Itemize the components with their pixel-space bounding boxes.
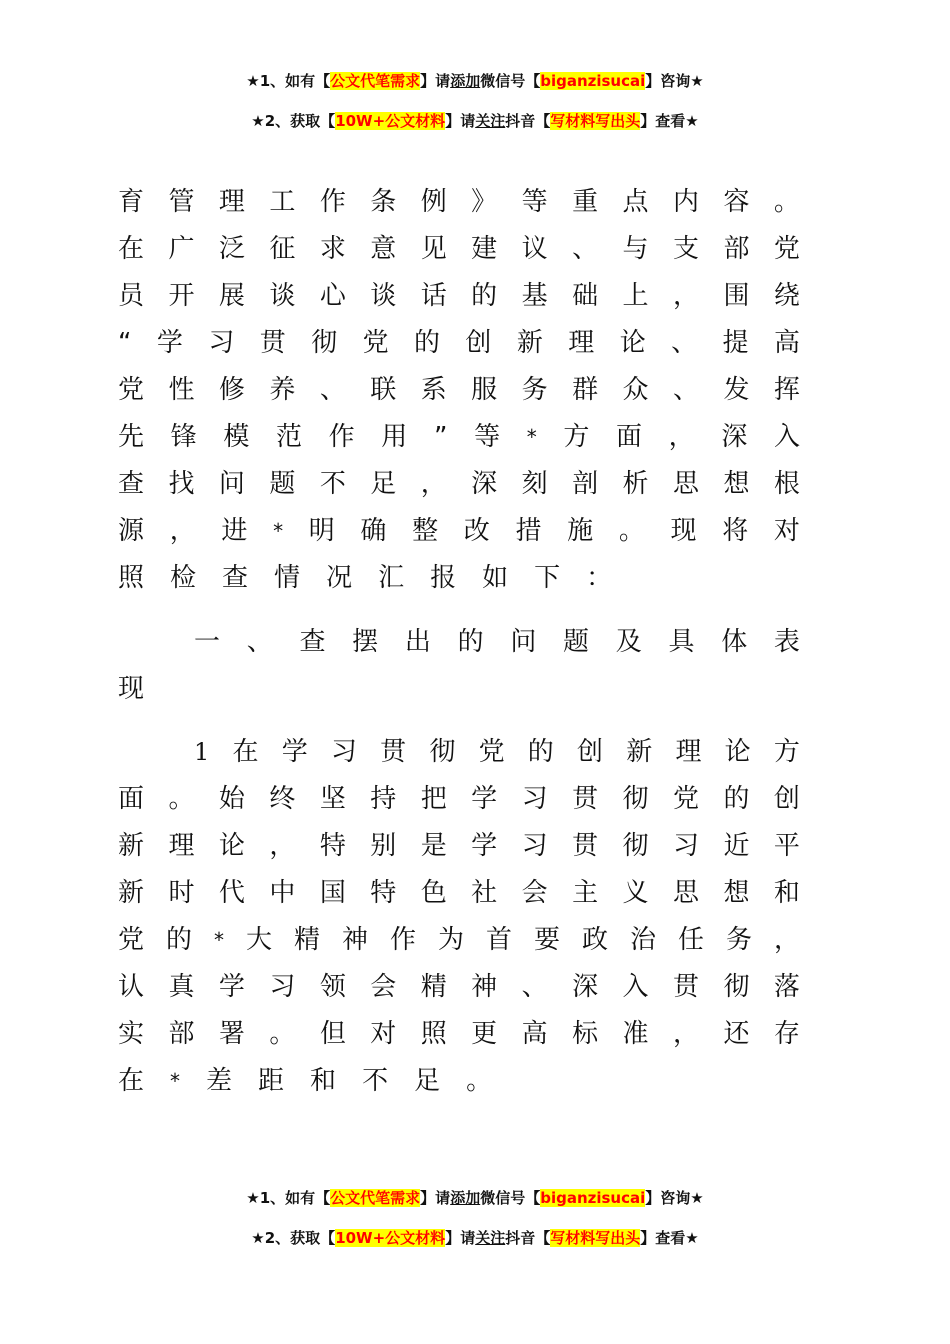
ad-text: 】咨询★ bbox=[645, 72, 704, 90]
ad-text: 】请 bbox=[445, 1229, 476, 1247]
body-line: 一 、 查 摆 出 的 问 题 及 具 体 表 bbox=[194, 627, 800, 657]
footer-ad-line-2 bbox=[0, 1227, 950, 1249]
ad-text: 抖音【 bbox=[505, 112, 551, 130]
ad-text: 】请 bbox=[420, 72, 451, 90]
body-line: 现 bbox=[118, 674, 145, 704]
ad-text: 】查看★ bbox=[640, 112, 699, 130]
body-line: 源 ， 进 * 明 确 整 改 措 施 。 现 将 对 bbox=[118, 516, 800, 546]
body-line: 在 广 泛 征 求 意 见 建 议 、 与 支 部 党 bbox=[118, 234, 800, 264]
body-line: 先 锋 模 范 作 用 ” 等 * 方 面 ， 深 入 bbox=[118, 422, 800, 452]
header-ad-line-2 bbox=[0, 110, 950, 132]
ad-text: ★2、获取【 bbox=[251, 112, 336, 130]
ad-text: ★1、如有【 bbox=[246, 1189, 331, 1207]
body-line: 育 管 理 工 作 条 例 》 等 重 点 内 容 。 bbox=[118, 187, 800, 217]
ad-text: ★2、获取【 bbox=[251, 1229, 336, 1247]
ad-text: 抖音【 bbox=[505, 1229, 551, 1247]
ad-highlight: biganzisucai bbox=[540, 72, 646, 90]
ad-text: 】查看★ bbox=[640, 1229, 699, 1247]
body-line: 党 性 修 养 、 联 系 服 务 群 众 、 发 挥 bbox=[118, 375, 800, 405]
body-line: 认 真 学 习 领 会 精 神 、 深 入 贯 彻 落 bbox=[118, 972, 800, 1002]
ad-highlight: 写材料写出头 bbox=[550, 1229, 641, 1247]
footer-ad-line-1 bbox=[0, 1187, 950, 1209]
body-line: 新 时 代 中 国 特 色 社 会 主 义 思 想 和 bbox=[118, 878, 800, 908]
ad-highlight: 公文代笔需求 bbox=[330, 72, 421, 90]
body-line: 1 在 学 习 贯 彻 党 的 创 新 理 论 方 bbox=[194, 737, 800, 767]
ad-highlight: 10W+公文材料 bbox=[335, 112, 446, 130]
ad-highlight: 写材料写出头 bbox=[550, 112, 641, 130]
ad-highlight: 10W+公文材料 bbox=[335, 1229, 446, 1247]
ad-highlight: 公文代笔需求 bbox=[330, 1189, 421, 1207]
body-line: “ 学 习 贯 彻 党 的 创 新 理 论 、 提 高 bbox=[118, 328, 800, 358]
ad-underlined: 关注 bbox=[475, 112, 506, 130]
ad-text: 微信号【 bbox=[480, 72, 541, 90]
ad-underlined: 关注 bbox=[475, 1229, 506, 1247]
ad-text: 】请 bbox=[445, 112, 476, 130]
header-ad-line-1 bbox=[0, 70, 950, 92]
ad-highlight: biganzisucai bbox=[540, 1189, 646, 1207]
body-line: 照 检 查 情 况 汇 报 如 下 ： bbox=[118, 563, 613, 593]
body-line: 实 部 署 。 但 对 照 更 高 标 准 ， 还 存 bbox=[118, 1019, 800, 1049]
body-line: 面 。 始 终 坚 持 把 学 习 贯 彻 党 的 创 bbox=[118, 784, 800, 814]
body-line: 党 的 * 大 精 神 作 为 首 要 政 治 任 务 ， bbox=[118, 925, 800, 955]
body-line: 在 * 差 距 和 不 足 。 bbox=[118, 1066, 493, 1096]
ad-underlined: 添加 bbox=[450, 1189, 481, 1207]
ad-text: 】请 bbox=[420, 1189, 451, 1207]
ad-underlined: 添加 bbox=[450, 72, 481, 90]
body-line: 查 找 问 题 不 足 ， 深 刻 剖 析 思 想 根 bbox=[118, 469, 800, 499]
ad-text: ★1、如有【 bbox=[246, 72, 331, 90]
ad-text: 微信号【 bbox=[480, 1189, 541, 1207]
body-line: 员 开 展 谈 心 谈 话 的 基 础 上 ， 围 绕 bbox=[118, 281, 800, 311]
ad-text: 】咨询★ bbox=[645, 1189, 704, 1207]
body-line: 新 理 论 ， 特 别 是 学 习 贯 彻 习 近 平 bbox=[118, 831, 800, 861]
